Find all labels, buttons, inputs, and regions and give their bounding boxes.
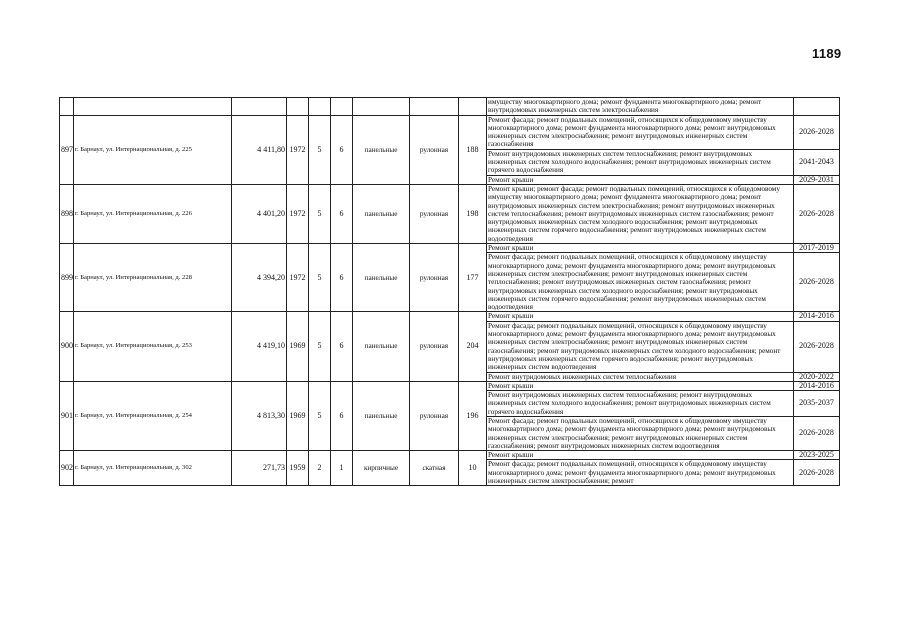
- area-cell: 4 401,20: [232, 184, 287, 243]
- period-cell: 2023-2025: [794, 451, 840, 460]
- year-cell: 1969: [287, 312, 309, 381]
- area-cell: 4 411,80: [232, 115, 287, 184]
- num-cell: 899: [60, 244, 74, 312]
- work-cell: Ремонт фасада; ремонт подвальных помещений, относящихся к общедомовому имуществу многоквартирного дома; ремонт фундамента многоквартирного дома; ремонт внутридомовых инженерных систем электроснабжения; ремонт внутридомовых инженерных систем теплоснабжения; ремонт внутридомовых инженерных систем газоснабжения; ремонт внутридомовых инженерных систем холодного водоснабжения; ремонт внутридомовых инженерных систем горячего водоснабжения; ремонт внутридомовых инженерных систем водоотведения: [487, 253, 794, 312]
- address-cell: г. Барнаул, ул. Интернациональная, д. 226: [74, 184, 232, 243]
- entrances-cell: 1: [331, 451, 353, 486]
- address-cell: г. Барнаул, ул. Интернациональная, д. 228: [74, 244, 232, 312]
- area-cell: 4 813,30: [232, 381, 287, 450]
- period-cell: 2035-2037: [794, 391, 840, 417]
- year-cell: 1959: [287, 451, 309, 486]
- num-cell: 901: [60, 381, 74, 450]
- table-row: [60, 381, 840, 390]
- period-cell: 2026-2028: [794, 416, 840, 450]
- floors-cell: 2: [309, 451, 331, 486]
- num-cell: 900: [60, 312, 74, 381]
- capital-repair-table: [59, 97, 840, 486]
- period-cell: 2026-2028: [794, 115, 840, 149]
- roof-type-cell: рулонная: [410, 381, 459, 450]
- table-row: [60, 184, 840, 243]
- entrances-cell: 6: [331, 244, 353, 312]
- residents-cell: 196: [459, 381, 487, 450]
- work-cell: Ремонт фасада; ремонт подвальных помещений, относящихся к общедомовому имуществу многоквартирного дома; ремонт фундамента многоквартирного дома; ремонт внутридомовых инженерных систем электроснабжения; ремонт: [487, 460, 794, 486]
- table-row: [60, 312, 840, 321]
- floors-cell: 5: [309, 244, 331, 312]
- work-cell: Ремонт внутридомовых инженерных систем теплоснабжения; ремонт внутридомовых инженерных систем холодного водоснабжения; ремонт внутридомовых инженерных систем горячего водоснабжения: [487, 391, 794, 417]
- num-cell: 898: [60, 184, 74, 243]
- entrances-cell: 6: [331, 184, 353, 243]
- period-cell: 2026-2028: [794, 253, 840, 312]
- table-row-fragment: [60, 98, 840, 116]
- work-cell: Ремонт фасада; ремонт подвальных помещений, относящихся к общедомовому имуществу многоквартирного дома; ремонт фундамента многоквартирного дома; ремонт внутридомовых инженерных систем электроснабжения; ремонт внутридомовых инженерных систем газоснабжения; ремонт внутридомовых инженерных систем холодного водоснабжения; ремонт внутридомовых инженерных систем горячего водоснабжения; ремонт внутридомовых инженерных систем водоотведения: [487, 321, 794, 372]
- table-row: [60, 115, 840, 149]
- period-cell: [794, 98, 840, 116]
- year-cell: 1972: [287, 184, 309, 243]
- wall-material-cell: панельные: [353, 115, 410, 184]
- entrances-cell: 6: [331, 312, 353, 381]
- wall-material-cell: панельные: [353, 244, 410, 312]
- roof-type-cell: рулонная: [410, 312, 459, 381]
- period-cell: 2026-2028: [794, 321, 840, 372]
- residents-cell: 198: [459, 184, 487, 243]
- period-cell: 2029-2031: [794, 175, 840, 184]
- num-cell: 902: [60, 451, 74, 486]
- period-cell: 2026-2028: [794, 460, 840, 486]
- work-cell: Ремонт крыши: [487, 244, 794, 253]
- residents-cell: 188: [459, 115, 487, 184]
- floors-cell: 5: [309, 184, 331, 243]
- wall-material-cell: панельные: [353, 381, 410, 450]
- year-cell: 1972: [287, 115, 309, 184]
- work-cell: Ремонт фасада; ремонт подвальных помещений, относящихся к общедомовому имуществу многоквартирного дома; ремонт фундамента многоквартирного дома; ремонт внутридомовых инженерных систем электроснабжения; ремонт внутридомовых инженерных систем газоснабжения: [487, 115, 794, 149]
- year-cell: 1969: [287, 381, 309, 450]
- work-cell: Ремонт внутридомовых инженерных систем теплоснабжения; ремонт внутридомовых инженерных систем холодного водоснабжения; ремонт внутридомовых инженерных систем горячего водоснабжения: [487, 149, 794, 175]
- period-cell: 2026-2028: [794, 184, 840, 243]
- page-number: 1189: [812, 46, 842, 61]
- work-cell: Ремонт крыши; ремонт фасада; ремонт подвальных помещений, относящихся к общедомовому имуществу многоквартирного дома; ремонт фундамента многоквартирного дома; ремонт внутридомовых инженерных систем электроснабжения; ремонт внутридомовых инженерных систем теплоснабжения; ремонт внутридомовых инженерных систем газоснабжения; ремонт внутридомовых инженерных систем холодного водоснабжения; ремонт внутридомовых инженерных систем горячего водоснабжения; ремонт внутридомовых инженерных систем водоотведения: [487, 184, 794, 243]
- wall-material-cell: панельные: [353, 184, 410, 243]
- entrances-cell: 6: [331, 381, 353, 450]
- roof-type-cell: рулонная: [410, 115, 459, 184]
- roof-type-cell: скатная: [410, 451, 459, 486]
- table-row: [60, 451, 840, 460]
- floors-cell: 5: [309, 115, 331, 184]
- roof-type-cell: рулонная: [410, 244, 459, 312]
- period-cell: 2014-2016: [794, 312, 840, 321]
- work-cell: Ремонт крыши: [487, 381, 794, 390]
- work-cell: Ремонт внутридомовых инженерных систем теплоснабжения: [487, 372, 794, 381]
- residents-cell: 10: [459, 451, 487, 486]
- period-cell: 2020-2022: [794, 372, 840, 381]
- table-row: [60, 244, 840, 253]
- address-cell: г. Барнаул, ул. Интернациональная, д. 253: [74, 312, 232, 381]
- work-cell: Ремонт крыши: [487, 312, 794, 321]
- address-cell: г. Барнаул, ул. Интернациональная, д. 254: [74, 381, 232, 450]
- work-cell: имуществу многоквартирного дома; ремонт фундамента многоквартирного дома; ремонт внутридомовых инженерных систем электроснабжения: [487, 98, 794, 116]
- wall-material-cell: панельные: [353, 312, 410, 381]
- floors-cell: 5: [309, 312, 331, 381]
- table-body: [60, 98, 840, 486]
- work-cell: Ремонт крыши: [487, 175, 794, 184]
- period-cell: 2017-2019: [794, 244, 840, 253]
- residents-cell: 204: [459, 312, 487, 381]
- period-cell: 2014-2016: [794, 381, 840, 390]
- num-cell: 897: [60, 115, 74, 184]
- work-cell: Ремонт фасада; ремонт подвальных помещений, относящихся к общедомовому имуществу многоквартирного дома; ремонт фундамента многоквартирного дома; ремонт внутридомовых инженерных систем электроснабжения; ремонт внутридомовых инженерных систем газоснабжения; ремонт внутридомовых инженерных систем водоотведения: [487, 416, 794, 450]
- year-cell: 1972: [287, 244, 309, 312]
- residents-cell: 177: [459, 244, 487, 312]
- address-cell: г. Барнаул, ул. Интернациональная, д. 302: [74, 451, 232, 486]
- work-cell: Ремонт крыши: [487, 451, 794, 460]
- area-cell: 271,73: [232, 451, 287, 486]
- area-cell: 4 394,20: [232, 244, 287, 312]
- floors-cell: 5: [309, 381, 331, 450]
- roof-type-cell: рулонная: [410, 184, 459, 243]
- period-cell: 2041-2043: [794, 149, 840, 175]
- wall-material-cell: кирпичные: [353, 451, 410, 486]
- address-cell: г. Барнаул, ул. Интернациональная, д. 225: [74, 115, 232, 184]
- area-cell: 4 419,10: [232, 312, 287, 381]
- entrances-cell: 6: [331, 115, 353, 184]
